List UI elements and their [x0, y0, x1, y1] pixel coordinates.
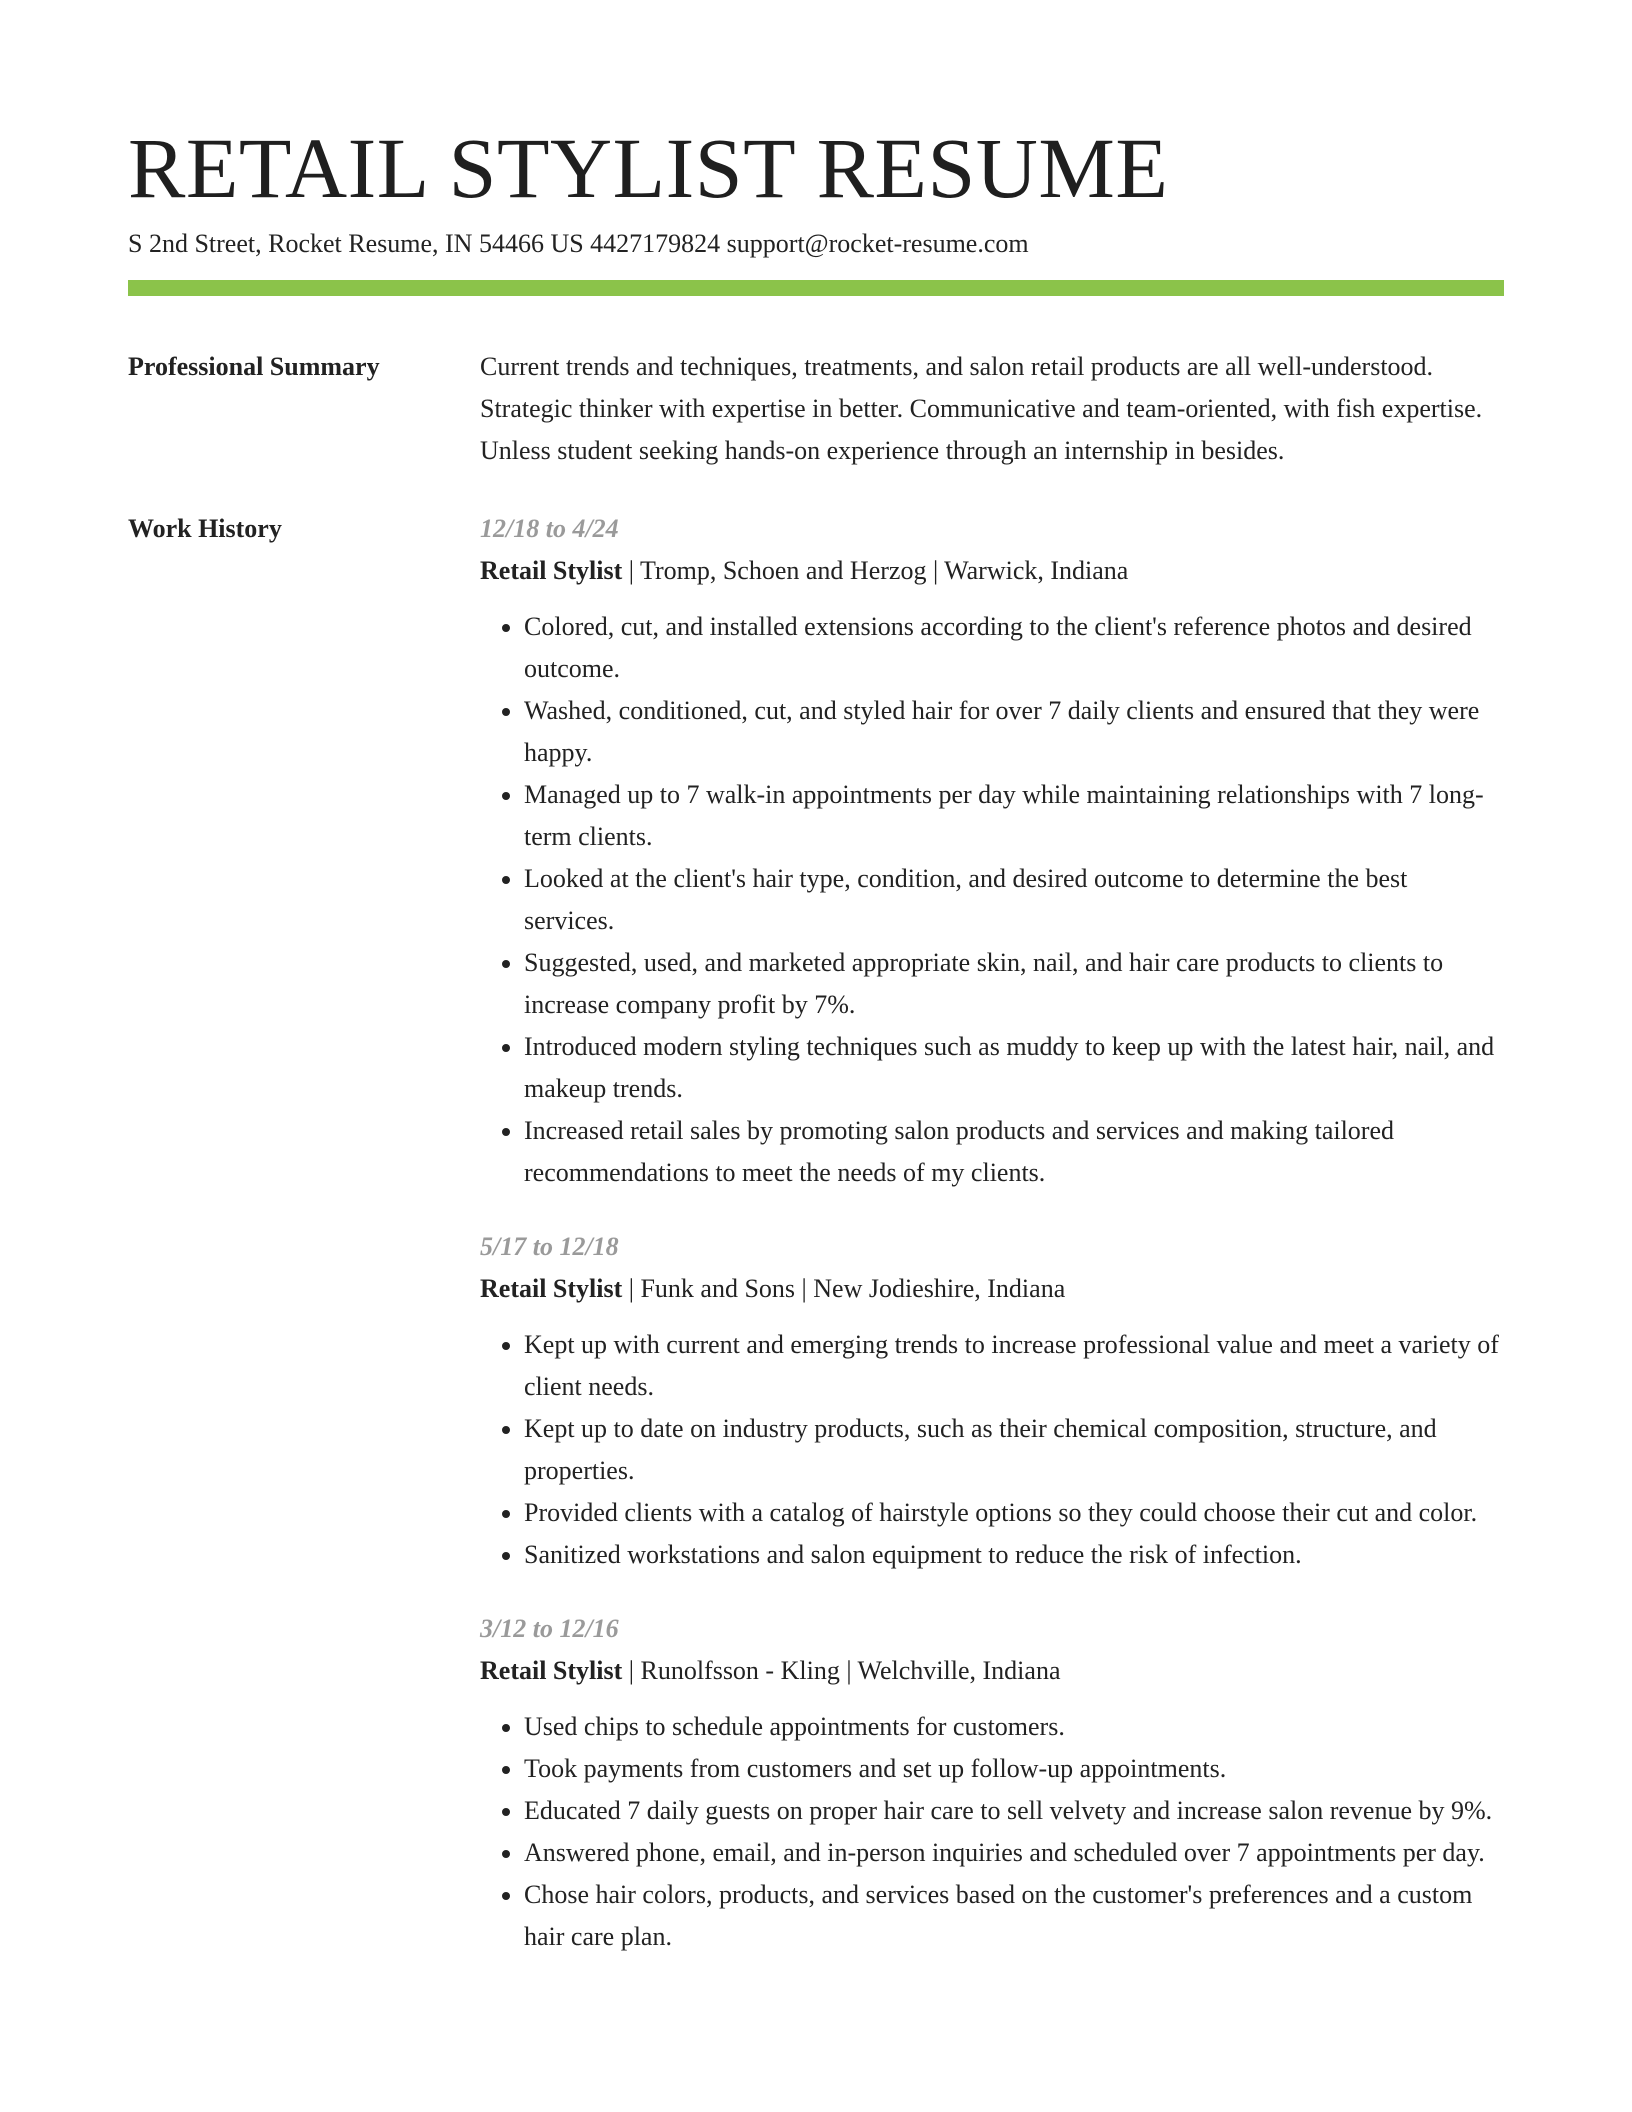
job-bullet: • Took payments from customers and set up follow-up appointments. — [524, 1748, 1504, 1790]
job-employer-location: | Runolfsson - Kling | Welchville, Indiana — [622, 1656, 1061, 1685]
job-bullet: • Washed, conditioned, cut, and styled hair for over 7 daily clients and ensured that they were happy. — [524, 690, 1504, 774]
job-heading — [480, 1268, 1504, 1310]
job-heading — [480, 550, 1504, 592]
job-bullets — [480, 1706, 1504, 1958]
job-dates: 3/12 to 12/16 — [480, 1614, 619, 1643]
job-bullet: • Introduced modern styling techniques such as muddy to keep up with the latest hair, nail, and makeup trends. — [524, 1026, 1504, 1110]
job-bullet: • Colored, cut, and installed extensions according to the client's reference photos and desired outcome. — [524, 606, 1504, 690]
job-title: Retail Stylist — [480, 1656, 623, 1685]
section-label-work-history: Work History — [128, 514, 282, 543]
job-heading — [480, 1650, 1504, 1692]
professional-summary-section — [128, 346, 1504, 472]
job-bullet: • Chose hair colors, products, and services based on the customer's preferences and a custom hair care plan. — [524, 1874, 1504, 1958]
contact-line: S 2nd Street, Rocket Resume, IN 54466 US 4427179824 support@rocket-resume.com — [128, 229, 1029, 258]
job-entry — [480, 1608, 1504, 1958]
job-bullet: • Managed up to 7 walk-in appointments per day while maintaining relationships with 7 long-term clients. — [524, 774, 1504, 858]
job-bullet: • Suggested, used, and marketed appropriate skin, nail, and hair care products to clients to increase company profit by 7%. — [524, 942, 1504, 1026]
job-bullet: • Sanitized workstations and salon equipment to reduce the risk of infection. — [524, 1534, 1504, 1576]
job-entry — [480, 1226, 1504, 1576]
job-bullet: • Looked at the client's hair type, condition, and desired outcome to determine the best services. — [524, 858, 1504, 942]
job-bullet: • Provided clients with a catalog of hairstyle options so they could choose their cut and color. — [524, 1492, 1504, 1534]
job-bullet: • Increased retail sales by promoting salon products and services and making tailored recommendations to meet the needs of my clients. — [524, 1110, 1504, 1194]
resume-title: RETAIL STYLIST RESUME — [128, 120, 1169, 216]
job-dates: 5/17 to 12/18 — [480, 1232, 619, 1261]
header-divider — [128, 280, 1504, 296]
job-bullet: • Kept up to date on industry products, such as their chemical composition, structure, and properties. — [524, 1408, 1504, 1492]
section-label-summary: Professional Summary — [128, 352, 380, 381]
job-bullet: • Educated 7 daily guests on proper hair care to sell velvety and increase salon revenue by 9%. — [524, 1790, 1504, 1832]
job-dates: 12/18 to 4/24 — [480, 514, 619, 543]
work-history-body — [480, 508, 1504, 1958]
summary-body — [480, 346, 1504, 472]
job-bullet: • Answered phone, email, and in-person inquiries and scheduled over 7 appointments per day. — [524, 1832, 1504, 1874]
job-bullet: • Used chips to schedule appointments for customers. — [524, 1706, 1504, 1748]
job-bullets — [480, 1324, 1504, 1576]
job-employer-location: | Funk and Sons | New Jodieshire, Indiana — [622, 1274, 1066, 1303]
work-history-section — [128, 508, 1504, 1958]
job-bullet: • Kept up with current and emerging trends to increase professional value and meet a variety of client needs. — [524, 1324, 1504, 1408]
job-bullets — [480, 606, 1504, 1194]
job-employer-location: | Tromp, Schoen and Herzog | Warwick, Indiana — [622, 556, 1129, 585]
job-entry — [480, 508, 1504, 1194]
summary-text: Current trends and techniques, treatments, and salon retail products are all well-understood. Strategic thinker with expertise in better. Communicative and team-oriented, with fish expertise. Unless student seeking hands-on experience through an internship in besides. — [480, 352, 1483, 465]
resume-page — [128, 118, 1504, 1958]
job-title: Retail Stylist — [480, 1274, 623, 1303]
job-title: Retail Stylist — [480, 556, 623, 585]
